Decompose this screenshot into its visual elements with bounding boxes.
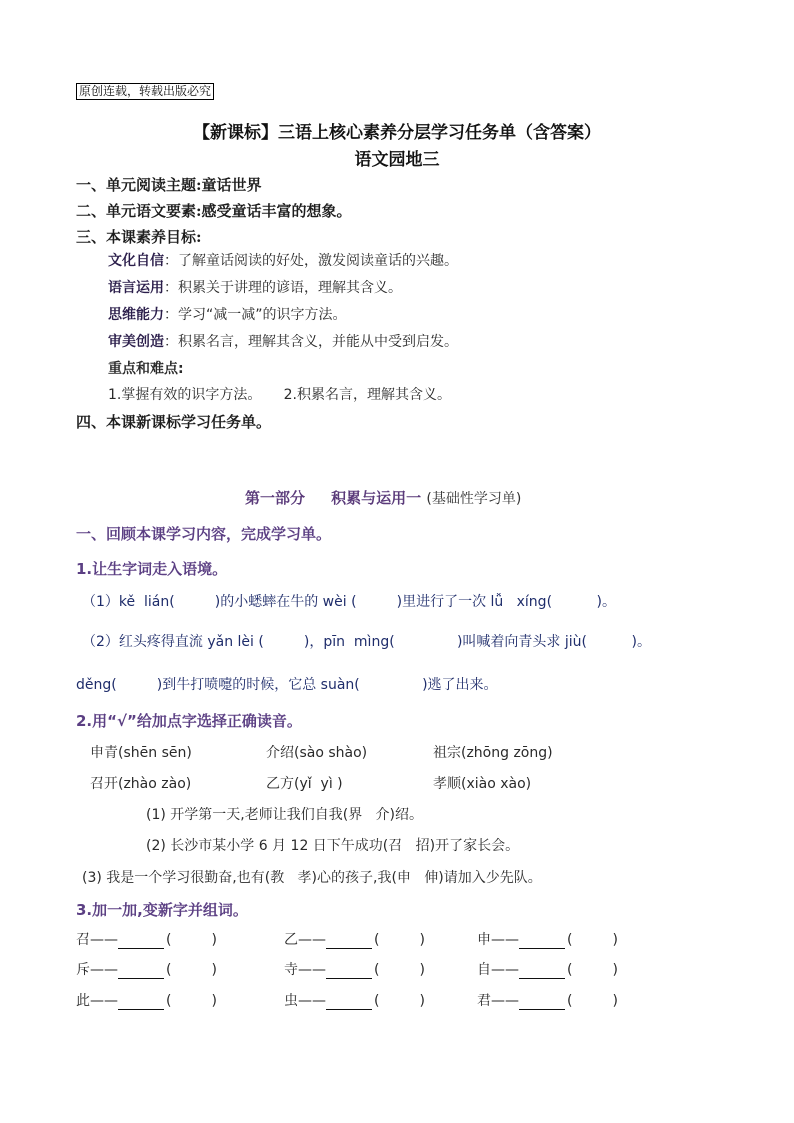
q3-item: 寺—— ( ) — [284, 962, 425, 978]
q2-option: 乙方(yǐ yì ) — [266, 776, 343, 792]
page-title: 【新课标】三语上核心素养分层学习任务单（含答案） — [193, 123, 601, 143]
q3-item: 虫—— ( ) — [284, 993, 425, 1009]
q3-item: 召—— ( ) — [76, 932, 217, 948]
section-language-element: 二、单元语文要素:感受童话丰富的想象。 — [76, 202, 352, 220]
q3-item: 申—— ( ) — [477, 932, 618, 948]
q1-line1: （1）kě lián( )的小蟋蟀在牛的 wèi ( )里进行了一次 lǚ xíng( )。 — [82, 594, 616, 610]
q2-sentence: (2) 长沙市某小学 6 月 12 日下午成功(召 招)开了家长会。 — [146, 838, 520, 854]
q2-option: 祖宗(zhōng zōng) — [433, 745, 553, 761]
goal-item: 语言运用：积累关于讲理的谚语，理解其含义。 — [108, 280, 402, 296]
q3-title: 3.加一加,变新字并组词。 — [76, 901, 248, 919]
review-heading: 一、回顾本课学习内容，完成学习单。 — [76, 525, 332, 543]
q3-item: 斥—— ( ) — [76, 962, 217, 978]
q2-sentence: (3) 我是一个学习很勤奋,也有(教 孝)心的孩子,我(申 伸)请加入少先队。 — [82, 870, 542, 886]
q3-item: 君—— ( ) — [477, 993, 618, 1009]
q2-sentence: (1) 开学第一天,老师让我们自我(界 介)绍。 — [146, 807, 424, 823]
goal-item: 思维能力：学习“减一减”的识字方法。 — [108, 307, 347, 323]
q1-line2: （2）红头疼得直流 yǎn lèi ( )，pīn mìng( )叫喊着向青头求 jiù( )。 — [82, 634, 651, 650]
q2-option: 介绍(sào shào) — [266, 745, 368, 761]
q1-title: 1.让生字词走入语境。 — [76, 560, 228, 578]
q1-line3: děng( )到牛打喷嚏的时候，它总 suàn( )逃了出来。 — [76, 677, 498, 693]
section-reading-theme: 一、单元阅读主题:童话世界 — [76, 176, 262, 194]
q2-option: 召开(zhào zào) — [90, 776, 192, 792]
q2-title: 2.用“√”给加点字选择正确读音。 — [76, 712, 302, 730]
page-subtitle: 语文园地三 — [354, 150, 440, 170]
q2-option: 孝顺(xiào xào) — [433, 776, 532, 792]
q2-option: 申青(shēn sēn) — [90, 745, 192, 761]
q3-item: 自—— ( ) — [477, 962, 618, 978]
q3-item: 乙—— ( ) — [284, 932, 425, 948]
section-goals: 三、本课素养目标: — [76, 228, 202, 246]
copyright-notice: 原创连载，转载出版必究 — [76, 83, 214, 100]
q3-item: 此—— ( ) — [76, 993, 217, 1009]
goal-item: 文化自信：了解童话阅读的好处，激发阅读童话的兴趣。 — [108, 253, 458, 269]
part-title: 第一部分 积累与运用一 (基础性学习单) — [245, 489, 522, 507]
section-task-sheet: 四、本课新课标学习任务单。 — [76, 413, 272, 431]
key-points-label: 重点和难点: — [108, 361, 184, 377]
key-points: 1.掌握有效的识字方法。 2.积累名言，理解其含义。 — [108, 387, 451, 403]
goal-item: 审美创造：积累名言，理解其含义，并能从中受到启发。 — [108, 334, 458, 350]
